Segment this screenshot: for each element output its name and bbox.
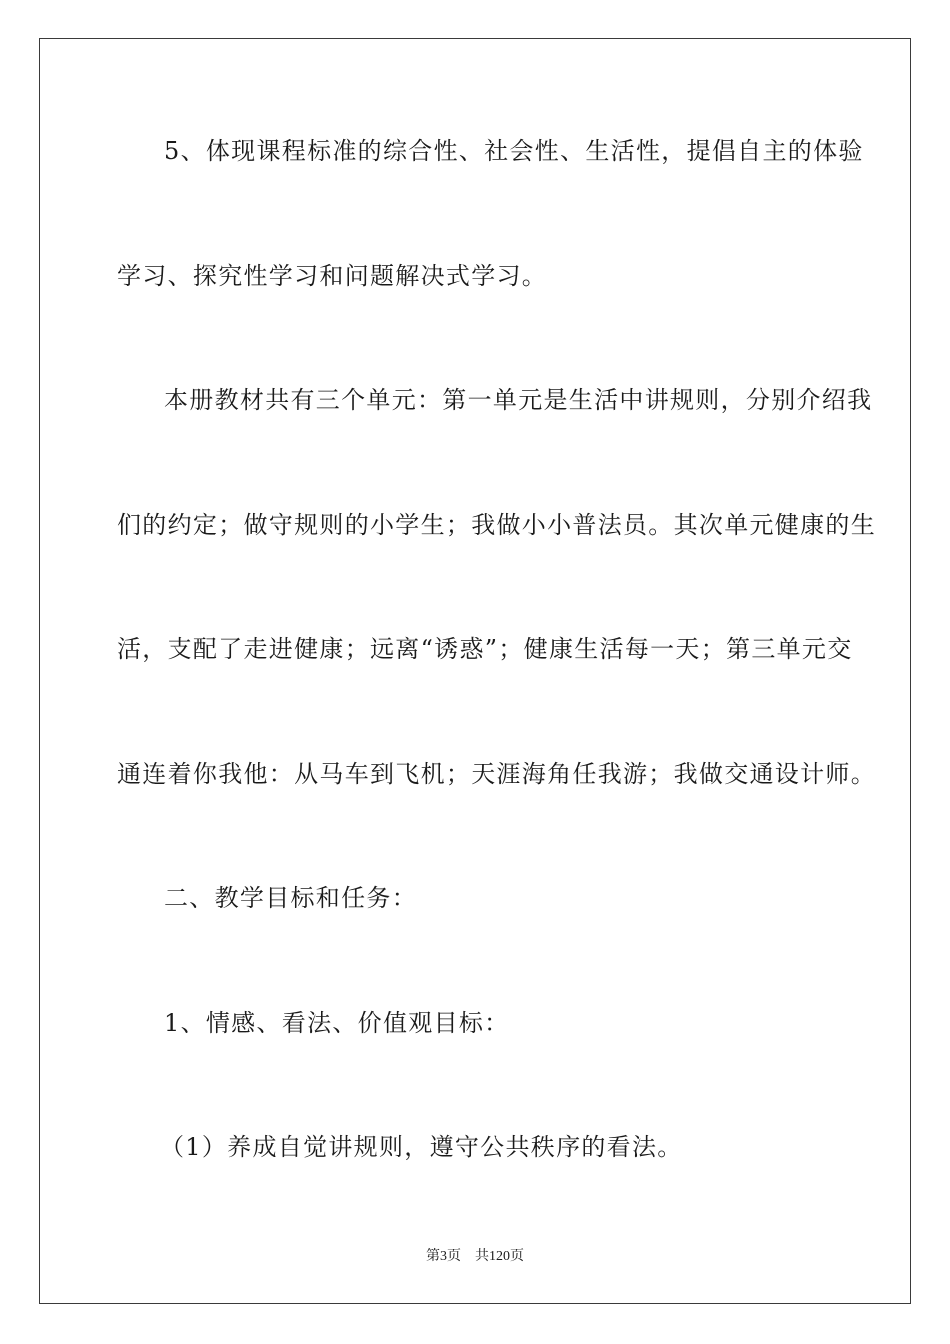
page-border: [39, 38, 911, 1304]
page-footer: [0, 1248, 950, 1266]
list-item-1: （1）养成自觉讲规则，遵守公共秩序的看法。: [160, 1133, 683, 1161]
paragraph-line-5: 活，支配了走进健康；远离“诱惑”；健康生活每一天；第三单元交: [117, 635, 853, 663]
page-number: 第3页: [426, 1249, 461, 1264]
paragraph-line-6: 通连着你我他：从马车到飞机；天涯海角任我游；我做交通设计师。: [117, 760, 876, 788]
paragraph-line-2: 学习、探究性学习和问题解决式学习。: [117, 262, 548, 290]
paragraph-line-4: 们的约定；做守规则的小学生；我做小小普法员。其次单元健康的生: [117, 511, 876, 539]
section-heading: 二、教学目标和任务：: [164, 884, 417, 912]
paragraph-line-3: 本册教材共有三个单元：第一单元是生活中讲规则，分别介绍我: [164, 386, 873, 414]
total-pages: 共120页: [475, 1249, 524, 1264]
subsection-heading: 1、情感、看法、价值观目标：: [164, 1009, 510, 1037]
paragraph-line-1: 5、体现课程标准的综合性、社会性、生活性，提倡自主的体验: [164, 137, 864, 165]
